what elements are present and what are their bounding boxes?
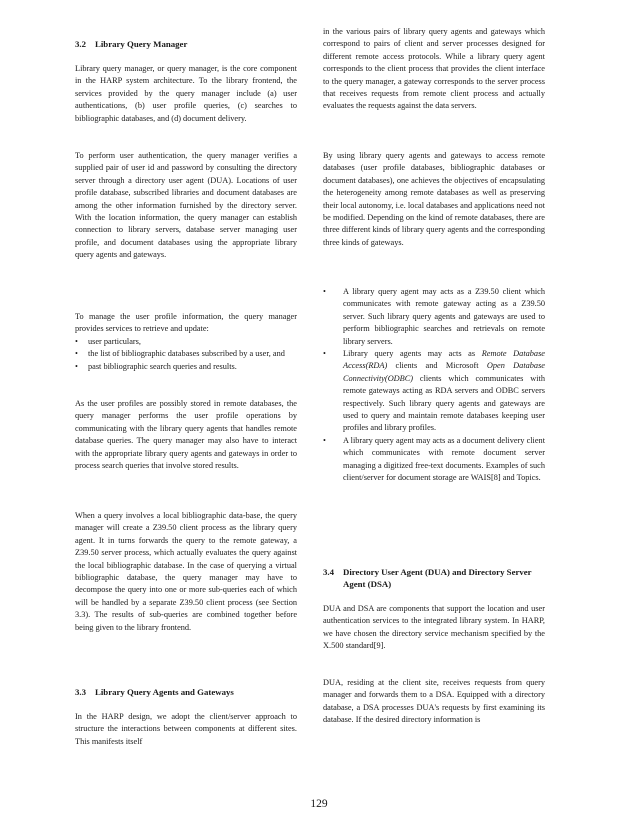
section-3-2-heading bbox=[75, 38, 187, 50]
section-title: Directory User Agent (DUA) and Directory Server Agent (DSA) bbox=[343, 567, 532, 590]
paragraph: As the user profiles are possibly stored in remote databases, the query manager performs the user profile operations by communicating with the library query agents that handles remote database queries. The query manager may also have to interact with the appropriate library query agents and gateways in order to process search queries that involve stored results. bbox=[75, 399, 297, 471]
paragraph: Library query manager, or query manager, is the core component in the HARP system architecture. To the library frontend, the services provided by the query manager include (a) user authentications, (b) user profile queries, (c) searches to bibliographic databases, and (d) document delivery. bbox=[75, 64, 297, 123]
paragraph: DUA, residing at the client site, receives requests from query manager and forwards them to a DSA. Equipped with a directory database, a DSA processes DUA's requests by first examining its database. If the desired directory information is bbox=[323, 678, 545, 725]
section-number: 3.2 bbox=[75, 39, 86, 49]
paragraph: By using library query agents and gateways to access remote databases (user profile databases, bibliographic databases or document databases), one achieves the objectives of encapsulating the heterogeneity among remote databases as well as preserving their local autonomy, i.e. local databases and applications need not be modified. Depending on the kind of remote databases, there are three different kinds of library query agents and the corresponding three kinds of gateways. bbox=[323, 151, 545, 247]
paragraph: In the HARP design, we adopt the client/server approach to structure the interactions between components at different sites. This manifests itself bbox=[75, 712, 297, 746]
list-item: • A library query agent may acts as a Z39.50 client which communicates with remote gateway acting as a Z39.50 server. Such library query agents and gateways are used to perform bibliographic searches and retrievals on remote library servers. bbox=[323, 287, 545, 346]
page-number: 129 bbox=[310, 798, 328, 810]
paragraph: DUA and DSA are components that support the location and user authentication services to the integrated library system. In HARP, we have chosen the directory service mechanism specified by the X.500 standard[9]. bbox=[323, 604, 545, 651]
bullet-icon: • bbox=[323, 287, 326, 296]
bullet-list bbox=[323, 286, 545, 485]
section-title: Library Query Agents and Gateways bbox=[95, 687, 234, 697]
section-3-3-heading bbox=[75, 686, 234, 698]
paragraph: To manage the user profile information, the query manager provides services to retrieve and update: bbox=[75, 312, 297, 334]
bullet-icon: • bbox=[75, 361, 78, 371]
bullet-list bbox=[75, 336, 297, 373]
list-item: • past bibliographic search queries and results. bbox=[75, 361, 297, 373]
bullet-icon: • bbox=[323, 349, 326, 359]
paragraph: To perform user authentication, the query manager verifies a supplied pair of user id and password by consulting the directory server through a directory user agent (DUA). Locations of user profile database, subscribed libraries and document databases are among the other information furnished by the directory server. With the location information, the query manager can establish connection to library servers, database server managing user profile, and document databases using the appropriate library query agents and gateways. bbox=[75, 151, 297, 260]
paragraph: in the various pairs of library query agents and gateways which correspond to pairs of client and server processes designed for different remote access protocols. While a library query agent corresponds to the client process that provides the client interface to the query manager, a gateway corresponds to the server process that receives requests from remote client process and actually evaluates the requests against the data servers. bbox=[323, 27, 545, 111]
bullet-icon: • bbox=[75, 337, 78, 346]
list-item: • user particulars, bbox=[75, 336, 297, 348]
section-number: 3.3 bbox=[75, 687, 86, 697]
list-item: • Library query agents may acts as Remote Database Access(RDA) clients and Microsoft Open Database Connectivity(ODBC) clients which communicates with remote gateways acting as RDA servers and ODBC servers respectively. Such library query agents and gateways are used to query and maintain remote databases keeping user profiles and library profiles. bbox=[323, 349, 545, 433]
section-number: 3.4 bbox=[323, 567, 334, 577]
bullet-icon: • bbox=[75, 349, 78, 359]
section-3-4-heading bbox=[323, 566, 545, 591]
bullet-icon: • bbox=[323, 435, 326, 445]
section-title: Library Query Manager bbox=[95, 39, 188, 49]
paragraph: When a query involves a local bibliographic data-base, the query manager will create a Z39.50 client process as the library query agent. It in turns forwards the query to the remote gateway, a Z39.50 server process, which actually evaluates the query against the local bibliographic database. In the case of querying a virtual bibliographic database, the query manager may have to decompose the query into one or more sub-queries each of which will be handled by a separate Z39.50 client process (see Section 3.3). The results of sub-queries are combined together before being given to the library frontend. bbox=[75, 511, 297, 632]
list-item: • the list of bibliographic databases subscribed by a user, and bbox=[75, 348, 297, 360]
list-item: • A library query agent may acts as a document delivery client which communicates with remote document server managing a digitized free-text documents. Examples of such client/server for document storage are WAIS[8] and Topics. bbox=[323, 435, 545, 483]
